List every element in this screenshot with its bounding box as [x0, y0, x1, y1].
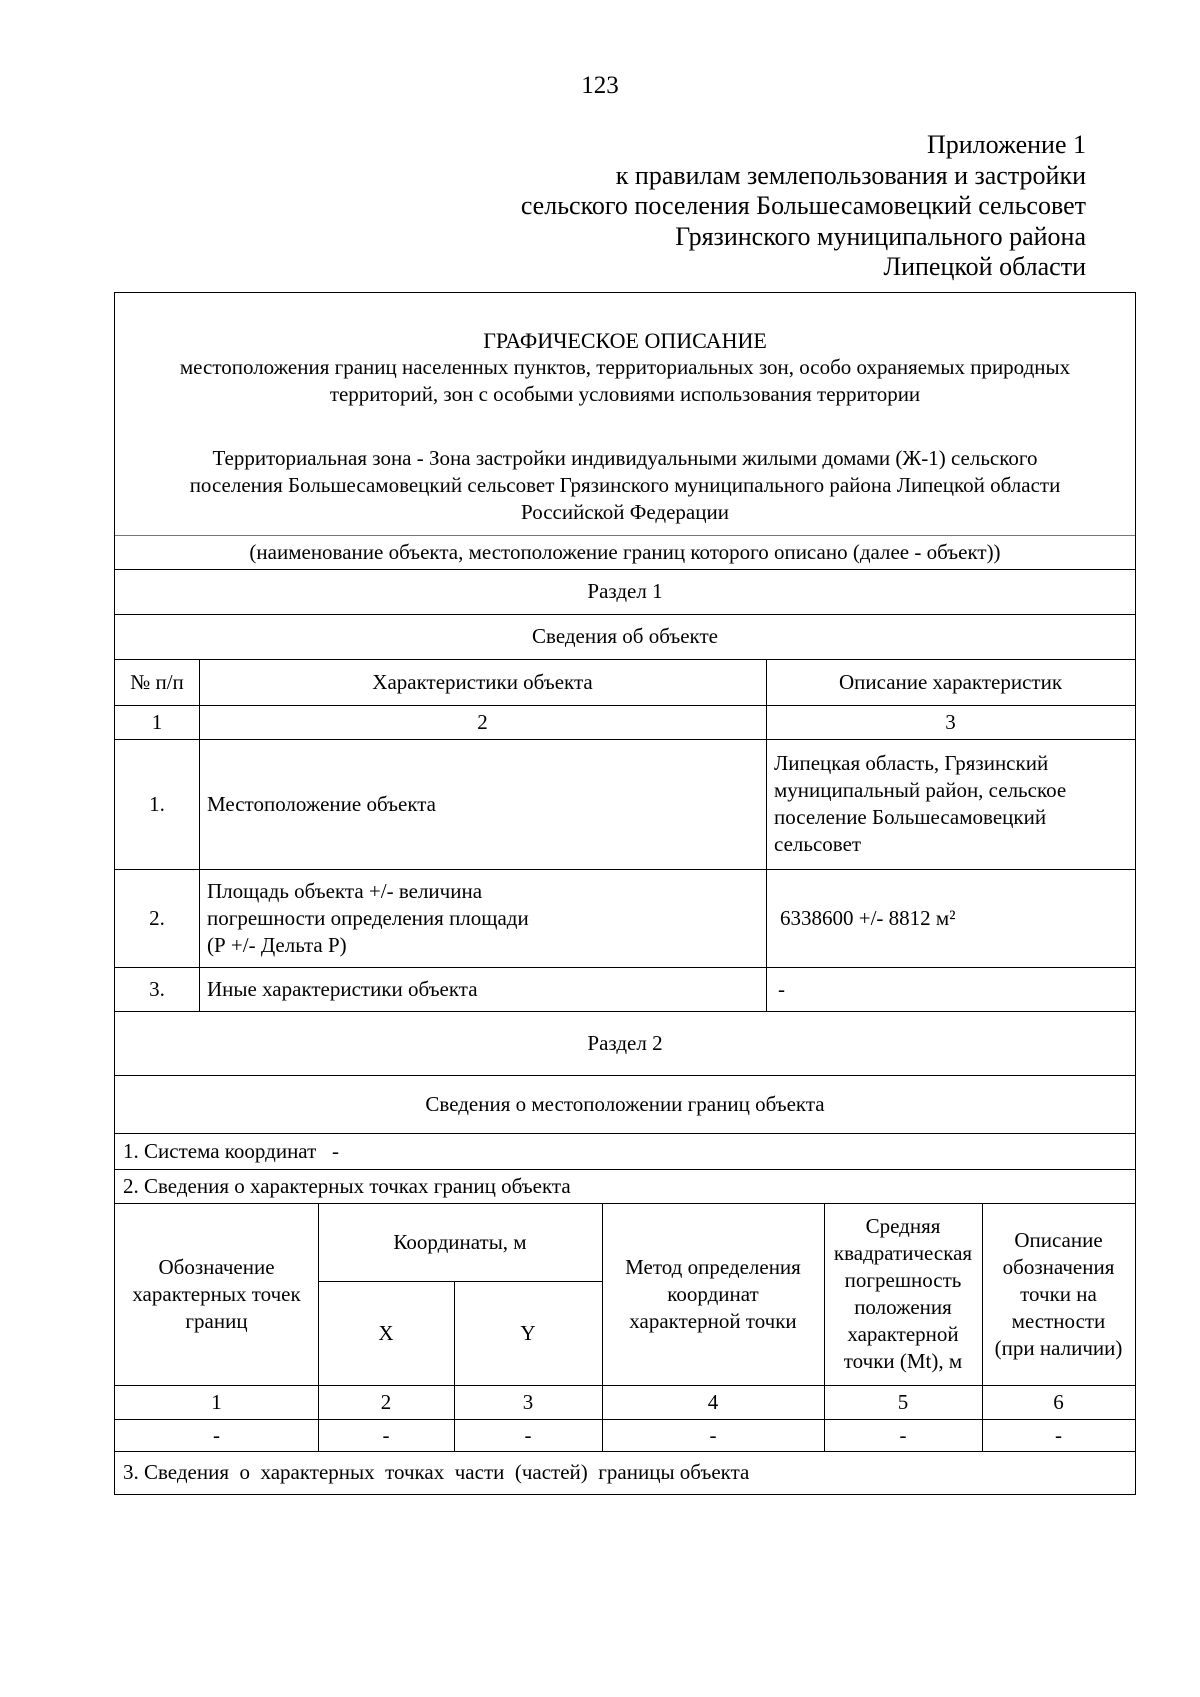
column-divider: [766, 659, 767, 1011]
section1-title: Раздел 1: [587, 579, 663, 603]
description-cell: [766, 967, 1135, 1011]
description-cell: [766, 869, 1135, 967]
table-cell: -: [382, 1422, 390, 1447]
column-header-error: [824, 1203, 982, 1385]
characteristic-cell: [199, 967, 766, 1011]
subtitle-line: местоположения границ населенных пунктов, территориальных зон, особо охраняемых природных: [179, 355, 1071, 379]
section2-title: Раздел 2: [587, 1030, 663, 1055]
header-line: положения: [854, 1295, 952, 1319]
characteristic-cell: [199, 739, 766, 869]
page-number: 123: [581, 72, 619, 99]
column-number: 4: [707, 1389, 719, 1414]
column-number: 6: [1053, 1389, 1064, 1414]
column-header-x: X: [378, 1320, 394, 1345]
characteristic-line: Иные характеристики объекта: [207, 976, 478, 1001]
header-line: местности: [1011, 1308, 1106, 1333]
characteristic-line: погрешности определения площади: [207, 905, 529, 930]
appendix-line: сельского поселения Большесамовецкий сельсовет: [520, 191, 1086, 220]
header-line: Описание: [1014, 1227, 1103, 1252]
column-number: 1: [151, 709, 163, 734]
header-line: Средняя: [865, 1214, 941, 1238]
description-cell: [766, 739, 1135, 869]
column-number: 2: [477, 709, 488, 734]
column-header-coordinates: Координаты, м: [393, 1229, 527, 1254]
column-number: 3: [522, 1389, 534, 1414]
characteristic-cell: [199, 869, 766, 967]
header-line: Обозначение: [158, 1254, 275, 1279]
column-number: 5: [897, 1389, 909, 1414]
appendix-line: Приложение 1: [926, 130, 1086, 159]
zone-line: Российской Федерации: [521, 500, 729, 524]
points-title: 2. Сведения о характерных точках границ объекта: [123, 1173, 571, 1198]
table-cell: -: [524, 1422, 532, 1447]
description-line: Липецкая область, Грязинский: [774, 751, 1049, 775]
column-header-point-description: [982, 1203, 1135, 1385]
column-divider: [982, 1203, 983, 1451]
coordinate-system: 1. Система координат -: [123, 1138, 339, 1163]
section2-subtitle: Сведения о местоположении границ объекта: [425, 1091, 825, 1116]
description-line: сельсовет: [774, 832, 862, 856]
zone-line: Территориальная зона - Зона застройки индивидуальными жилыми домами (Ж-1) сельского: [212, 446, 1038, 470]
column-divider: [199, 659, 200, 1011]
zone-line: поселения Большесамовецкий сельсовет Грязинского муниципального района Липецкой области: [189, 473, 1061, 497]
table-cell: -: [709, 1422, 717, 1447]
column-number: 2: [380, 1389, 392, 1414]
header-line: погрешность: [844, 1268, 962, 1292]
description-line: -: [778, 976, 785, 1001]
column-header-characteristic: Характеристики объекта: [372, 669, 593, 694]
description-table: [114, 292, 1136, 1495]
column-header-method: [602, 1203, 824, 1385]
appendix-line: к правилам землепользования и застройки: [615, 160, 1086, 190]
header-line: точки (Mt), м: [843, 1349, 963, 1373]
characteristic-line: (Р +/- Дельта Р): [207, 932, 347, 957]
header-line: характерной точки: [629, 1308, 797, 1333]
column-number: 3: [945, 709, 956, 734]
row-number: 2.: [149, 905, 165, 930]
object-caption: (наименование объекта, местоположение границ которого описано (далее - объект)): [249, 539, 1001, 564]
appendix-heading: [386, 130, 1086, 283]
header-line: (при наличии): [994, 1335, 1123, 1360]
header-line: обозначения: [1002, 1254, 1115, 1279]
characteristic-line: Площадь объекта +/- величина: [207, 878, 483, 903]
row-number: 1.: [149, 791, 165, 816]
subtitle-line: территорий, зон с особыми условиями использования территории: [329, 382, 921, 406]
appendix-line: Грязинского муниципального района: [675, 221, 1086, 251]
document-subtitle: [115, 354, 1135, 408]
column-divider: [454, 1281, 455, 1451]
header-line: точки на: [1020, 1281, 1097, 1306]
header-line: квадратическая: [833, 1241, 973, 1265]
column-header-designation: [115, 1203, 318, 1385]
column-number: 1: [211, 1389, 222, 1414]
section1-subtitle: Сведения об объекте: [532, 624, 718, 648]
column-header-number: № п/п: [130, 669, 184, 694]
description-line: муниципальный район, сельское: [774, 778, 1067, 802]
column-divider: [318, 1203, 319, 1451]
table-cell: -: [899, 1422, 907, 1447]
column-header-description: Описание характеристик: [838, 669, 1063, 694]
document-title: ГРАФИЧЕСКОЕ ОПИСАНИЕ: [483, 328, 767, 353]
row-number: 3.: [149, 976, 165, 1001]
column-header-y: Y: [520, 1320, 536, 1345]
column-divider: [602, 1203, 603, 1451]
header-line: характерной: [847, 1322, 959, 1346]
area-value: 6338600 +/- 8812 м²: [780, 905, 956, 930]
header-line: границ: [185, 1308, 248, 1333]
column-divider: [824, 1203, 825, 1451]
parts-title: 3. Сведения о характерных точках части (частей) границы объекта: [123, 1459, 750, 1484]
header-line: Метод определения: [625, 1254, 801, 1279]
zone-name: [115, 445, 1135, 526]
table-cell: -: [213, 1422, 220, 1447]
appendix-line: Липецкой области: [883, 252, 1086, 281]
header-line: координат: [667, 1281, 759, 1306]
table-cell: -: [1055, 1422, 1062, 1447]
description-line: поселение Большесамовецкий: [774, 805, 1047, 829]
header-line: характерных точек: [132, 1281, 301, 1306]
characteristic-line: Местоположение объекта: [207, 791, 437, 816]
